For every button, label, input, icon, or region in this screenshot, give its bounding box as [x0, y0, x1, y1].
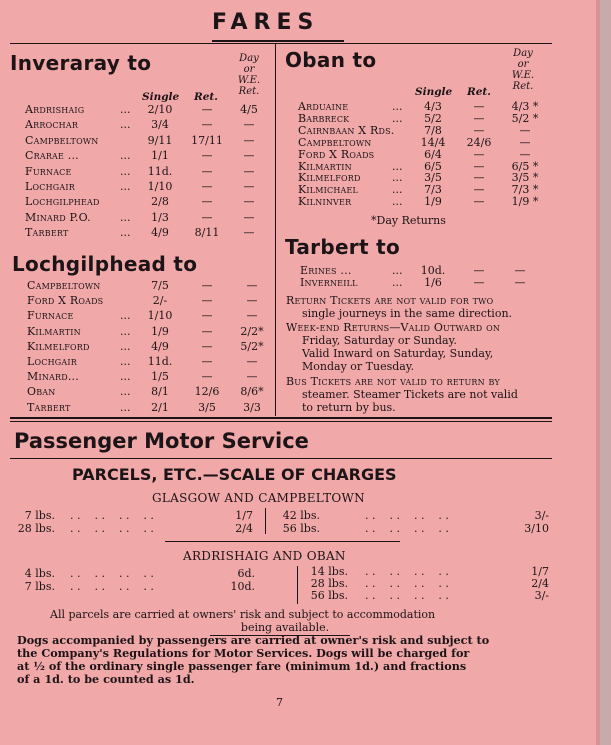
oban-single-header: Single — [415, 86, 453, 98]
fare-single: 5/2 — [424, 111, 442, 125]
fare-single: 4/9 — [151, 339, 169, 353]
parcels-note: All parcels are carried at owners' risk and subject to accommodation being available. — [50, 608, 436, 634]
glasgow-divider — [265, 508, 266, 534]
fare-day-return: 5/2 * — [511, 111, 539, 125]
fare-destination: Tarbert — [27, 400, 71, 414]
fare-destination: Furnace — [25, 164, 72, 178]
leader-dots: . . . . . . . . — [70, 567, 154, 580]
fare-single: 1/3 — [151, 210, 169, 224]
fare-day-return: 3/5 * — [511, 171, 539, 185]
parcel-price: 2/4 — [235, 521, 253, 535]
fare-return: 8/11 — [194, 226, 220, 240]
glasgow-heading: GLASGOW AND CAMPBELTOWN — [152, 491, 365, 505]
fare-destination: Cairnbaan X Rds. — [298, 123, 395, 137]
fare-return: — — [201, 180, 213, 193]
fare-day-return: — — [243, 149, 255, 163]
fare-single: 11d. — [147, 164, 173, 178]
fare-day-return: — — [243, 226, 255, 240]
title-underline — [212, 40, 344, 42]
fare-return: — — [201, 164, 213, 178]
fare-single: 2/1 — [151, 400, 169, 414]
column-divider — [275, 43, 276, 416]
parcel-price: 2/4 — [531, 577, 549, 591]
fare-destination: Ford X Roads — [27, 294, 104, 308]
tarbert-heading: Tarbert to — [285, 235, 400, 259]
fare-destination: Lochgair — [27, 355, 77, 368]
fare-destination: Erines ... — [300, 264, 352, 277]
fare-day-return: — — [243, 164, 255, 178]
leader-dots: ... — [120, 309, 131, 323]
fare-single: 1/10 — [147, 180, 173, 193]
leader-dots: ... — [120, 149, 131, 163]
fare-destination: Kilmichael — [298, 183, 359, 197]
fare-return: — — [473, 264, 485, 277]
fare-single: 6/4 — [424, 147, 442, 161]
leader-dots: ... — [120, 103, 131, 116]
weekend-returns-note: Week-end Returns—Valid Outward on Friday, Saturday or Sunday. Valid Inward on Saturday, Sunday, Monday or Tuesday. — [286, 321, 501, 373]
fare-destination: Campbeltown — [27, 279, 101, 292]
leader-dots: . . . . . . . . — [365, 577, 449, 591]
fare-single: 2/8 — [151, 195, 169, 209]
fare-day-return: — — [243, 180, 255, 193]
leader-dots: ... — [392, 171, 403, 185]
fare-single: 6/5 — [424, 159, 442, 173]
leader-dots: ... — [392, 276, 403, 289]
fare-destination: Furnace — [27, 309, 74, 323]
fare-destination: Lochgair — [25, 180, 75, 193]
fare-destination: Barbreck — [298, 111, 350, 125]
fare-return: — — [473, 123, 485, 137]
fare-return: — — [201, 195, 213, 209]
fare-destination: Oban — [27, 385, 56, 399]
parcel-weight: 4 lbs. — [24, 567, 55, 580]
fare-return: 24/6 — [466, 135, 492, 149]
leader-dots: ... — [120, 180, 131, 193]
fare-destination: Kilmartin — [298, 159, 352, 173]
fare-single: 7/8 — [424, 123, 442, 137]
fare-return: 17/11 — [191, 133, 223, 147]
fare-return: — — [201, 309, 213, 323]
parcel-weight: 28 lbs. — [17, 521, 55, 535]
parcel-weight: 7 lbs. — [24, 579, 55, 593]
leader-dots: ... — [120, 385, 131, 399]
fare-day-return: — — [514, 276, 526, 289]
fare-day-return: — — [243, 118, 255, 132]
fare-single: 10d. — [420, 264, 446, 277]
oban-day-header: Day or W.E. Ret. — [511, 48, 535, 92]
oban-ret-header: Ret. — [467, 86, 491, 98]
fare-destination: Campbeltown — [298, 135, 372, 149]
fare-day-return: 4/3 * — [511, 100, 539, 113]
leader-dots: ... — [392, 195, 403, 209]
mid-rule — [165, 541, 400, 542]
fare-day-return: 1/9 * — [511, 195, 539, 209]
fare-day-return: — — [246, 370, 258, 384]
fare-single: 1/5 — [151, 370, 169, 384]
fare-destination: Kilninver — [298, 195, 352, 209]
fare-day-return: — — [243, 210, 255, 224]
inveraray-single-header: Single — [142, 91, 180, 103]
parcel-price: 3/- — [534, 589, 549, 603]
parcel-weight: 28 lbs. — [310, 577, 348, 591]
fare-return: 12/6 — [194, 385, 220, 399]
fare-return: 3/5 — [198, 400, 216, 414]
fare-destination: Minard P.O. — [25, 210, 91, 224]
leader-dots: . . . . . . . . — [365, 589, 449, 603]
fare-destination: Tarbert — [25, 226, 69, 240]
fare-single: 1/9 — [424, 195, 442, 209]
leader-dots: ... — [120, 370, 131, 384]
fare-destination: Lochgilphead — [25, 195, 100, 209]
parcel-price: 3/10 — [524, 521, 549, 535]
fare-return: — — [473, 171, 485, 185]
fare-return: — — [201, 294, 213, 308]
parcel-weight: 56 lbs. — [282, 521, 320, 535]
fare-single: 1/10 — [147, 309, 173, 323]
fare-single: 2/- — [152, 294, 168, 308]
fare-day-return: 8/6* — [240, 385, 264, 399]
fare-return: — — [201, 355, 213, 368]
leader-dots: ... — [120, 355, 131, 368]
fare-day-return: 7/3 * — [511, 183, 539, 197]
fare-destination: Kilmartin — [27, 324, 81, 338]
fare-single: 4/9 — [151, 226, 169, 240]
fare-day-return: — — [519, 123, 531, 137]
fare-destination: Ardrishaig — [25, 103, 85, 116]
fare-return: — — [473, 100, 485, 113]
fare-return: — — [473, 159, 485, 173]
fare-single: 7/5 — [151, 279, 169, 292]
dogs-note: Dogs accompanied by passengers are carried at owner's risk and subject to the Company's Regulations for Motor Services. Dogs will be charged for at ½ of the ordinary single passenger fare (minimum 1d.) and fractions of a 1d. to be counted as 1d. — [17, 633, 490, 686]
leader-dots: ... — [392, 264, 403, 277]
parcel-price: 1/7 — [235, 509, 253, 522]
fare-single: 9/11 — [147, 133, 173, 147]
leader-dots: . . . . . . . . — [365, 509, 449, 522]
leader-dots: ... — [120, 226, 131, 240]
fare-day-return: 5/2* — [240, 339, 264, 353]
parcel-price: 10d. — [230, 579, 255, 593]
fare-day-return: — — [246, 309, 258, 323]
leader-dots: ... — [392, 100, 403, 113]
passenger-heading: Passenger Motor Service — [14, 429, 309, 453]
fare-single: 1/9 — [151, 324, 169, 338]
fare-return: — — [201, 339, 213, 353]
fare-day-return: — — [519, 147, 531, 161]
day-returns-footnote: *Day Returns — [371, 214, 446, 227]
fare-destination: Arrochar — [25, 118, 79, 132]
fare-destination: Inverneill — [300, 276, 358, 289]
fare-day-return: — — [243, 133, 255, 147]
parcel-price: 3/- — [534, 509, 549, 522]
inveraray-day-header: Day or W.E. Ret. — [237, 53, 261, 97]
leader-dots: ... — [120, 118, 131, 132]
fare-return: — — [201, 210, 213, 224]
fare-return: — — [201, 103, 213, 116]
fare-destination: Crarae ... — [25, 149, 79, 163]
top-rule — [10, 43, 552, 44]
fare-destination: Minard... — [27, 370, 79, 384]
fare-return: — — [473, 183, 485, 197]
parcel-price: 1/7 — [531, 565, 549, 578]
fare-single: 3/5 — [424, 171, 442, 185]
fare-destination: Kilmelford — [298, 171, 361, 185]
bus-tickets-note: Bus Tickets are not valid to return by steamer. Steamer Tickets are not valid to return by bus. — [286, 375, 518, 414]
fare-return: — — [473, 195, 485, 209]
leader-dots: ... — [392, 183, 403, 197]
page-title: FARES — [212, 10, 320, 35]
page-edge — [596, 0, 600, 745]
leader-dots: ... — [120, 400, 131, 414]
fare-day-return: 4/5 — [240, 103, 258, 116]
fare-day-return: — — [246, 279, 258, 292]
leader-dots: ... — [392, 159, 403, 173]
leader-dots: . . . . . . . . — [70, 509, 154, 522]
fare-destination: Arduaine — [298, 100, 349, 113]
parcel-price: 6d. — [237, 567, 255, 580]
fare-day-return: — — [514, 264, 526, 277]
fare-single: 4/3 — [424, 100, 442, 113]
lochgilphead-heading: Lochgilphead to — [12, 252, 198, 276]
parcel-weight: 7 lbs. — [24, 509, 55, 522]
fare-return: — — [201, 324, 213, 338]
parcel-weight: 14 lbs. — [310, 565, 348, 578]
fare-destination: Kilmelford — [27, 339, 90, 353]
fare-return: — — [201, 279, 213, 292]
fare-day-return: — — [246, 355, 258, 368]
fare-return: — — [201, 149, 213, 163]
fare-return: — — [473, 276, 485, 289]
parcels-heading: PARCELS, ETC.—SCALE OF CHARGES — [72, 465, 397, 484]
fare-single: 11d. — [147, 355, 173, 368]
fare-single: 1/6 — [424, 276, 442, 289]
fare-return: — — [201, 370, 213, 384]
fare-return: — — [201, 118, 213, 132]
ardrishaig-divider — [297, 566, 298, 604]
ardrishaig-heading: ARDRISHAIG AND OBAN — [183, 549, 346, 563]
fare-single: 2/10 — [147, 103, 173, 116]
inveraray-heading: Inveraray to — [10, 51, 152, 75]
oban-heading: Oban to — [285, 48, 377, 72]
fare-day-return: 6/5 * — [511, 159, 539, 173]
leader-dots: ... — [120, 210, 131, 224]
return-tickets-note: Return Tickets are not valid for two single journeys in the same direction. — [286, 294, 513, 320]
leader-dots: ... — [120, 164, 131, 178]
fare-destination: Campbeltown — [25, 133, 99, 147]
leader-dots: . . . . . . . . — [70, 521, 154, 535]
fare-single: 14/4 — [420, 135, 446, 149]
section-rule-top — [10, 417, 552, 419]
parcel-weight: 56 lbs. — [310, 589, 348, 603]
fare-return: — — [473, 111, 485, 125]
fare-day-return: 2/2* — [240, 324, 264, 338]
fare-day-return: 3/3 — [243, 400, 261, 414]
fare-single: 7/3 — [424, 183, 442, 197]
leader-dots: ... — [392, 111, 403, 125]
leader-dots: . . . . . . . . — [365, 565, 449, 578]
leader-dots: . . . . . . . . — [365, 521, 449, 535]
fare-day-return: — — [246, 294, 258, 308]
fare-destination: Ford X Roads — [298, 147, 375, 161]
fare-single: 3/4 — [151, 118, 169, 132]
fare-day-return: — — [519, 135, 531, 149]
fare-single: 8/1 — [151, 385, 169, 399]
fare-day-return: — — [243, 195, 255, 209]
leader-dots: ... — [120, 339, 131, 353]
fare-return: — — [473, 147, 485, 161]
fare-single: 1/1 — [151, 149, 169, 163]
passenger-rule — [10, 458, 552, 459]
leader-dots: ... — [120, 324, 131, 338]
leader-dots: . . . . . . . . — [70, 579, 154, 593]
inveraray-ret-header: Ret. — [194, 91, 218, 103]
section-rule-top-thin — [10, 421, 552, 422]
page-number: 7 — [276, 696, 283, 709]
parcel-weight: 42 lbs. — [282, 509, 320, 522]
